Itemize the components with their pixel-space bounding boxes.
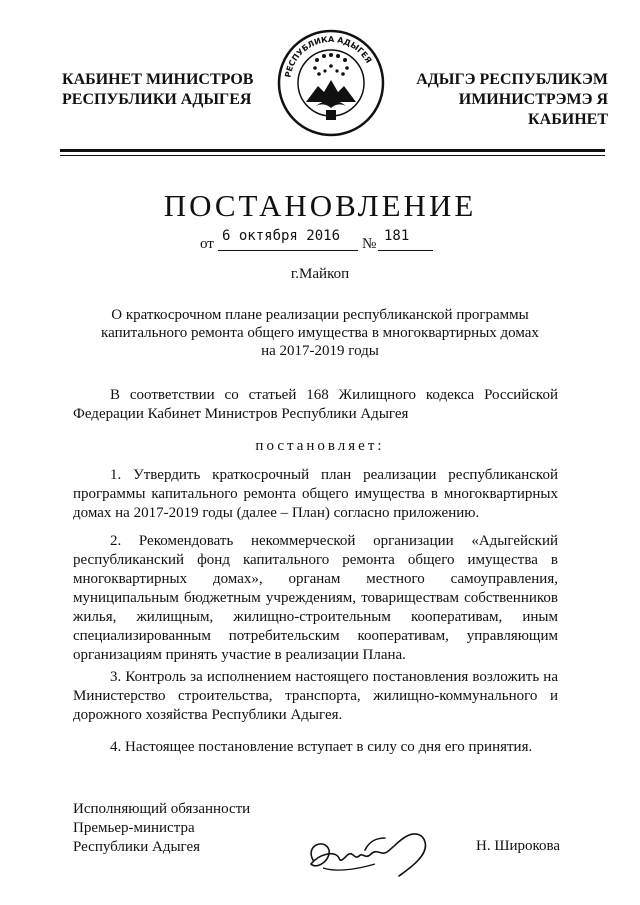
item-2-paragraph: 2. Рекомендовать некоммерческой организации «Адыгейский республиканский фонд капитального ремонта общего имущества в многоквартирных домах», органам местного самоуправления, муниципальным бюджетным учреждениям, товариществам собственников жилья, жилищным, жилищно-строительным кооперативам, иным специализированным потребительским кооперативам, управляющим организациям принять участие в реализации Плана. <box>73 533 558 663</box>
preamble-paragraph: В соответствии со статьей 168 Жилищного кодекса Российской Федерации Кабинет Министров Республики Адыгея <box>73 387 558 422</box>
issuer-line-2: РЕСПУБЛИКИ АДЫГЕЯ <box>62 91 252 108</box>
item-1-paragraph: 1. Утвердить краткосрочный план реализации республиканской программы капитального ремонта общего имущества в многоквартирных домах на 2017-2019 годы (далее – План) согласно приложению. <box>73 467 558 521</box>
coat-of-arms-icon <box>276 28 386 138</box>
date-value: 6 октября 2016 <box>222 228 341 244</box>
emblem-mountains <box>306 80 356 102</box>
date-number-line <box>200 228 460 258</box>
signatory-line-1: Исполняющий обязанности <box>73 801 251 817</box>
emblem-stars <box>313 53 349 76</box>
signer-name: Н. Широкова <box>476 838 561 854</box>
subject-line-2: капитального ремонта общего имущества в многоквартирных домах <box>101 325 539 341</box>
number-value: 181 <box>384 228 410 244</box>
issuer-adyghe-line-1: АДЫГЭ РЕСПУБЛИКЭМ <box>416 71 608 88</box>
date-from-label: от <box>200 236 214 252</box>
signatory-line-3: Республики Адыгея <box>73 839 201 855</box>
number-field <box>378 228 433 251</box>
signatory-position <box>73 800 250 857</box>
header-rule-thin <box>60 155 605 156</box>
svg-text:РЕСПУБЛИКА АДЫГЕЯ <box>283 35 373 78</box>
item-3-paragraph: 3. Контроль за исполнением настоящего постановления возложить на Министерство строительства, транспорта, жилищно-коммунального и дорожного хозяйства Республики Адыгея. <box>73 669 558 723</box>
issuer-name-russian <box>62 70 282 110</box>
issuer-adyghe-line-2: ИМИНИСТРЭМЭ Я КАБИНЕТ <box>458 91 608 128</box>
issuer-name-adyghe <box>378 70 608 130</box>
handwritten-signature <box>295 820 445 890</box>
issuer-line-1: КАБИНЕТ МИНИСТРОВ <box>62 71 254 88</box>
document-subject <box>90 306 550 360</box>
decree-word: постановляет: <box>255 438 385 454</box>
emblem-ring-text: РЕСПУБЛИКА АДЫГЕЯ <box>283 34 374 79</box>
subject-line-3: на 2017-2019 годы <box>261 343 379 359</box>
subject-line-1: О краткосрочном плане реализации республиканской программы <box>111 307 529 323</box>
header-rule-thick <box>60 149 605 152</box>
item-4-paragraph: 4. Настоящее постановление вступает в силу со дня его принятия. <box>110 739 533 755</box>
number-label: № <box>362 236 377 252</box>
document-title: ПОСТАНОВЛЕНИЕ <box>163 188 477 223</box>
city-name: г.Майкоп <box>290 266 350 282</box>
signatory-line-2: Премьер-министра <box>73 820 195 836</box>
date-field <box>218 228 358 251</box>
